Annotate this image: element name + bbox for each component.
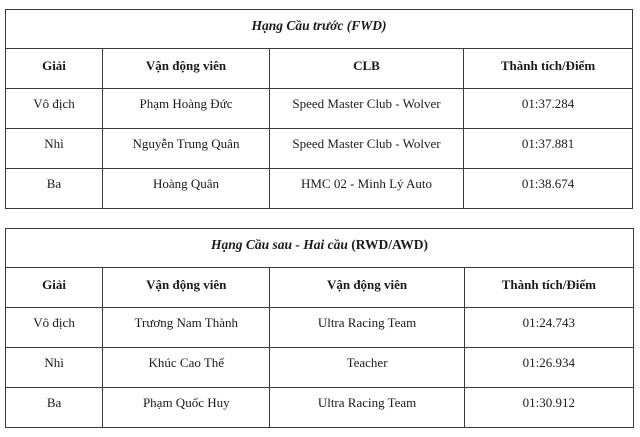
header-row xyxy=(6,268,634,308)
cell-athlete: Trương Nam Thành xyxy=(103,308,270,348)
cell-athlete: Phạm Hoàng Đức xyxy=(103,89,270,129)
rwd-awd-results-table xyxy=(5,228,634,428)
header-prize: Giải xyxy=(6,268,103,308)
table-row xyxy=(6,169,633,209)
cell-club: Ultra Racing Team xyxy=(270,388,464,428)
header-result: Thành tích/Điểm xyxy=(464,49,633,89)
table-title-row xyxy=(6,229,634,268)
cell-club: Speed Master Club - Wolver xyxy=(270,89,464,129)
table-row xyxy=(6,388,634,428)
cell-club: Teacher xyxy=(270,348,464,388)
cell-result: 01:37.284 xyxy=(464,89,633,129)
table-row xyxy=(6,89,633,129)
header-row xyxy=(6,49,633,89)
cell-club: Speed Master Club - Wolver xyxy=(270,129,464,169)
cell-result: 01:37.881 xyxy=(464,129,633,169)
header-club: CLB xyxy=(270,49,464,89)
table-row xyxy=(6,348,634,388)
cell-prize: Ba xyxy=(6,169,103,209)
cell-result: 01:24.743 xyxy=(464,308,633,348)
cell-result: 01:38.674 xyxy=(464,169,633,209)
table-title-italic: Hạng Cầu trước (FWD) xyxy=(251,18,387,33)
cell-athlete: Hoàng Quân xyxy=(103,169,270,209)
header-club: Vận động viên xyxy=(270,268,464,308)
table-row xyxy=(6,308,634,348)
cell-result: 01:26.934 xyxy=(464,348,633,388)
table-title-row xyxy=(6,10,633,49)
cell-athlete: Nguyễn Trung Quân xyxy=(103,129,270,169)
table-title xyxy=(6,10,633,49)
table-title-plain: (RWD/AWD) xyxy=(347,237,429,252)
header-athlete: Vận động viên xyxy=(103,268,270,308)
cell-prize: Nhì xyxy=(6,129,103,169)
cell-prize: Nhì xyxy=(6,348,103,388)
table-title-italic: Hạng Cầu sau - Hai cầu xyxy=(210,237,348,252)
fwd-results-table xyxy=(5,9,633,209)
cell-athlete: Phạm Quốc Huy xyxy=(103,388,270,428)
table-row xyxy=(6,129,633,169)
header-result: Thành tích/Điểm xyxy=(464,268,633,308)
cell-club: Ultra Racing Team xyxy=(270,308,464,348)
cell-prize: Vô địch xyxy=(6,308,103,348)
cell-athlete: Khúc Cao Thế xyxy=(103,348,270,388)
cell-prize: Ba xyxy=(6,388,103,428)
cell-result: 01:30.912 xyxy=(464,388,633,428)
cell-prize: Vô địch xyxy=(6,89,103,129)
cell-club: HMC 02 - Minh Lý Auto xyxy=(270,169,464,209)
header-athlete: Vận động viên xyxy=(103,49,270,89)
table-title xyxy=(6,229,634,268)
header-prize: Giải xyxy=(6,49,103,89)
